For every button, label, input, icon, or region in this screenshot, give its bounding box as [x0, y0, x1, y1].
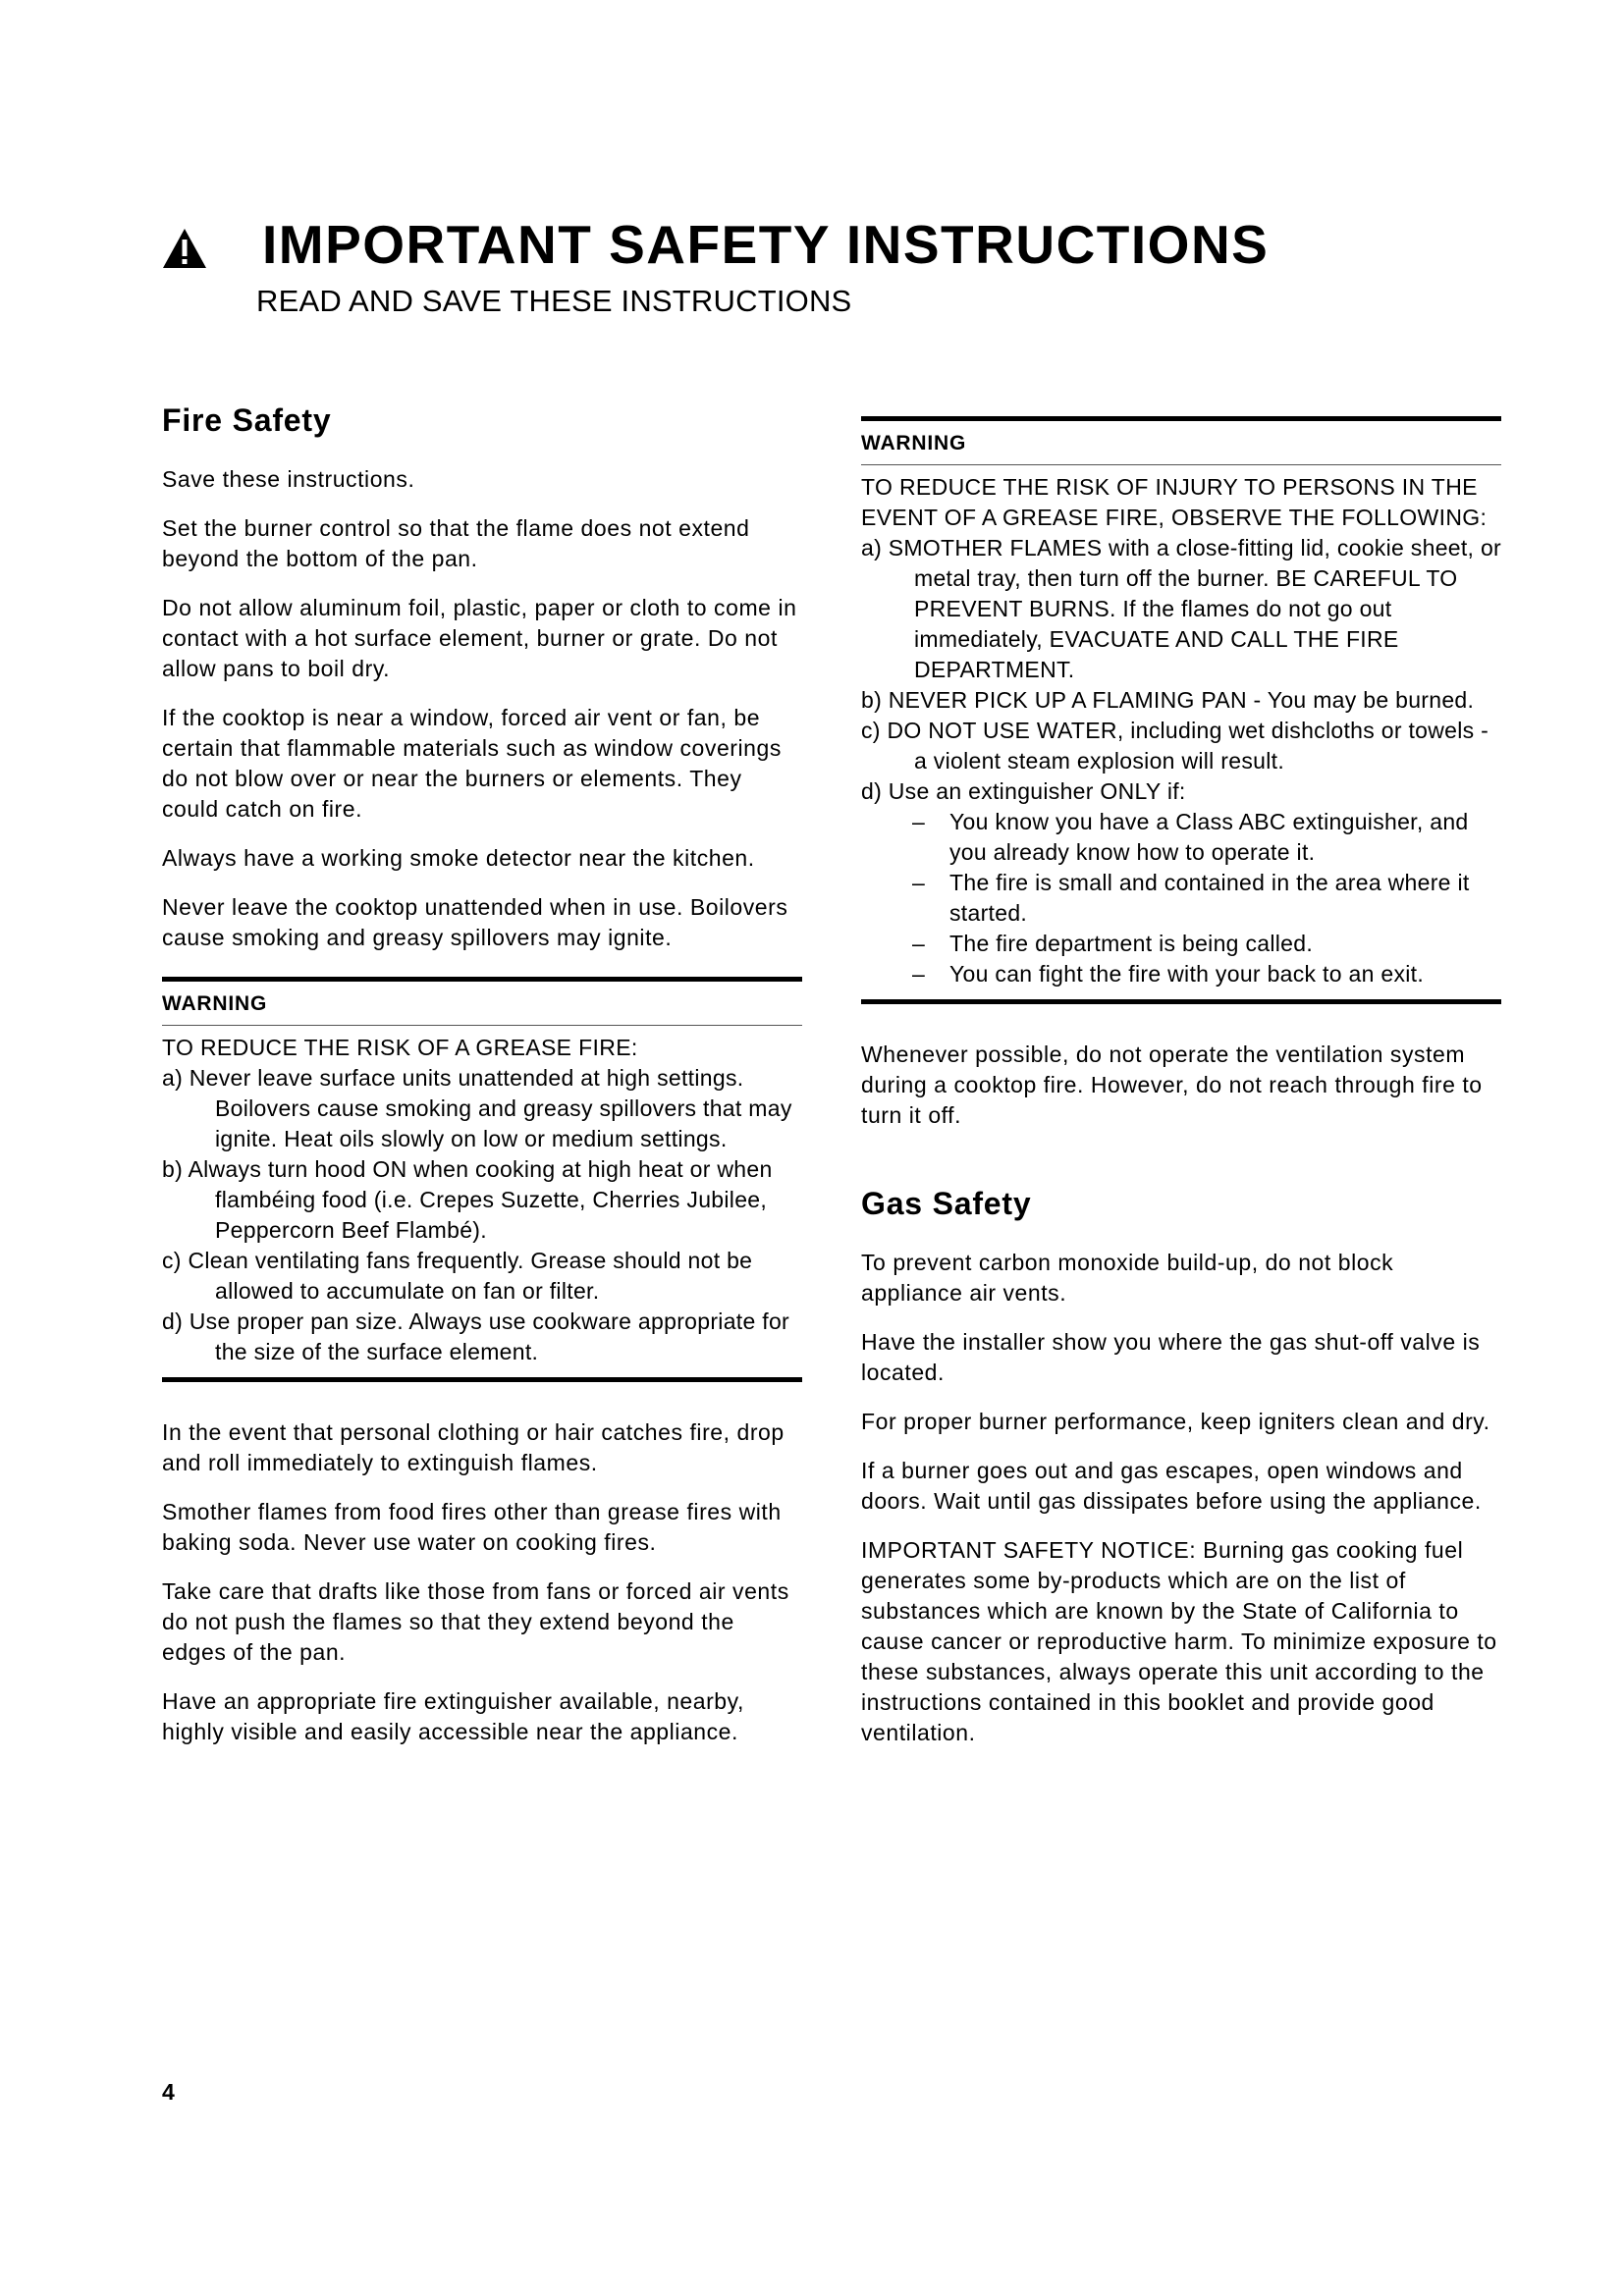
gas-safety-heading: Gas Safety — [861, 1186, 1032, 1221]
title-row — [162, 214, 1517, 275]
warning-list — [861, 533, 1501, 999]
warning-lead: TO REDUCE THE RISK OF INJURY TO PERSONS IN THE EVENT OF A GREASE FIRE, OBSERVE THE FOLLOWING: — [861, 474, 1488, 530]
paragraph: If a burner goes out and gas escapes, open windows and doors. Wait until gas dissipates before using the appliance. — [861, 1458, 1482, 1514]
dash-bullet: – — [912, 870, 926, 895]
warning-subitem — [912, 807, 1501, 868]
warning-subitem-text: You can fight the fire with your back to an exit. — [949, 961, 1425, 987]
warning-sublist-wrapper — [861, 807, 1501, 989]
paragraph: Have the installer show you where the gas shut-off valve is located. — [861, 1329, 1481, 1385]
grease-fire-warning-box — [162, 977, 802, 1382]
warning-subitem — [912, 959, 1501, 989]
warning-subitem-text: You know you have a Class ABC extinguisher, and you already know how to operate it. — [949, 809, 1469, 865]
warning-item: c) Clean ventilating fans frequently. Grease should not be allowed to accumulate on fan or filter. — [162, 1248, 753, 1304]
right-column — [861, 416, 1501, 1767]
paragraph: Do not allow aluminum foil, plastic, paper or cloth to come in contact with a hot surface element, burner or grate. Do not allow pans to boil dry. — [162, 595, 797, 681]
warning-subitem — [912, 868, 1501, 929]
left-column — [162, 402, 802, 1766]
paragraph: If the cooktop is near a window, forced air vent or fan, be certain that flammable materials such as window coverings do not blow over or near the burners or elements. They could catch on fire. — [162, 705, 782, 822]
page-subtitle: READ AND SAVE THESE INSTRUCTIONS — [256, 284, 852, 318]
warning-item: c) DO NOT USE WATER, including wet dishcloths or towels - a violent steam explosion will result. — [861, 718, 1489, 774]
paragraph: Have an appropriate fire extinguisher available, nearby, highly visible and easily accessible near the appliance. — [162, 1688, 744, 1744]
dash-bullet: – — [912, 931, 926, 956]
warning-item: d) Use an extinguisher ONLY if: — [861, 778, 1186, 804]
paragraph: To prevent carbon monoxide build-up, do not block appliance air vents. — [861, 1250, 1394, 1306]
warning-subitem-text: The fire department is being called. — [949, 931, 1314, 956]
paragraph: In the event that personal clothing or hair catches fire, drop and roll immediately to extinguish flames. — [162, 1419, 785, 1475]
paragraph: Never leave the cooktop unattended when in use. Boilovers cause smoking and greasy spillovers may ignite. — [162, 894, 788, 950]
warning-subitem — [912, 929, 1501, 959]
warning-item: d) Use proper pan size. Always use cookware appropriate for the size of the surface element. — [162, 1308, 790, 1364]
paragraph: Always have a working smoke detector near the kitchen. — [162, 845, 755, 871]
warning-item: b) NEVER PICK UP A FLAMING PAN - You may be burned. — [861, 687, 1475, 713]
warning-item: b) Always turn hood ON when cooking at high heat or when flambéing food (i.e. Crepes Suzette, Cherries Jubilee, Peppercorn Beef Flambé). — [162, 1156, 773, 1243]
warning-subitem-text: The fire is small and contained in the area where it started. — [949, 870, 1470, 926]
page-header — [162, 214, 1517, 319]
warning-list — [162, 1063, 802, 1377]
warning-sublist — [861, 807, 1501, 989]
dash-bullet: – — [912, 809, 926, 834]
warning-item: a) Never leave surface units unattended at high settings. Boilovers cause smoking and greasy spillovers that may ignite. Heat oils slowly on low or medium settings. — [162, 1065, 792, 1151]
dash-bullet: – — [912, 961, 926, 987]
warning-label: WARNING — [861, 421, 1501, 465]
paragraph: Save these instructions. — [162, 466, 415, 492]
fire-safety-heading: Fire Safety — [162, 402, 332, 438]
warning-label: WARNING — [162, 982, 802, 1026]
injury-warning-box — [861, 416, 1501, 1004]
page-number: 4 — [162, 2079, 175, 2105]
page-title: IMPORTANT SAFETY INSTRUCTIONS — [262, 214, 1270, 275]
warning-lead: TO REDUCE THE RISK OF A GREASE FIRE: — [162, 1035, 638, 1060]
paragraph: Smother flames from food fires other than grease fires with baking soda. Never use water on cooking fires. — [162, 1499, 782, 1555]
paragraph: IMPORTANT SAFETY NOTICE: Burning gas cooking fuel generates some by-products which are on the list of substances which are known by the State of California to cause cancer or reproductive harm. To minimize exposure to these substances, always operate this unit according to the instructions contained in this booklet and provide good ventilation. — [861, 1537, 1497, 1745]
warning-triangle-icon — [162, 228, 207, 269]
paragraph: For proper burner performance, keep igniters clean and dry. — [861, 1409, 1490, 1434]
paragraph: Whenever possible, do not operate the ventilation system during a cooktop fire. However, do not reach through fire to turn it off. — [861, 1041, 1483, 1128]
warning-item: a) SMOTHER FLAMES with a close-fitting lid, cookie sheet, or metal tray, then turn off the burner. BE CAREFUL TO PREVENT BURNS. If the flames do not go out immediately, EVACUATE AND CALL THE FIRE DEPARTMENT. — [861, 535, 1501, 682]
paragraph: Set the burner control so that the flame does not extend beyond the bottom of the pan. — [162, 515, 750, 571]
paragraph: Take care that drafts like those from fans or forced air vents do not push the flames so that they extend beyond the edges of the pan. — [162, 1578, 789, 1665]
